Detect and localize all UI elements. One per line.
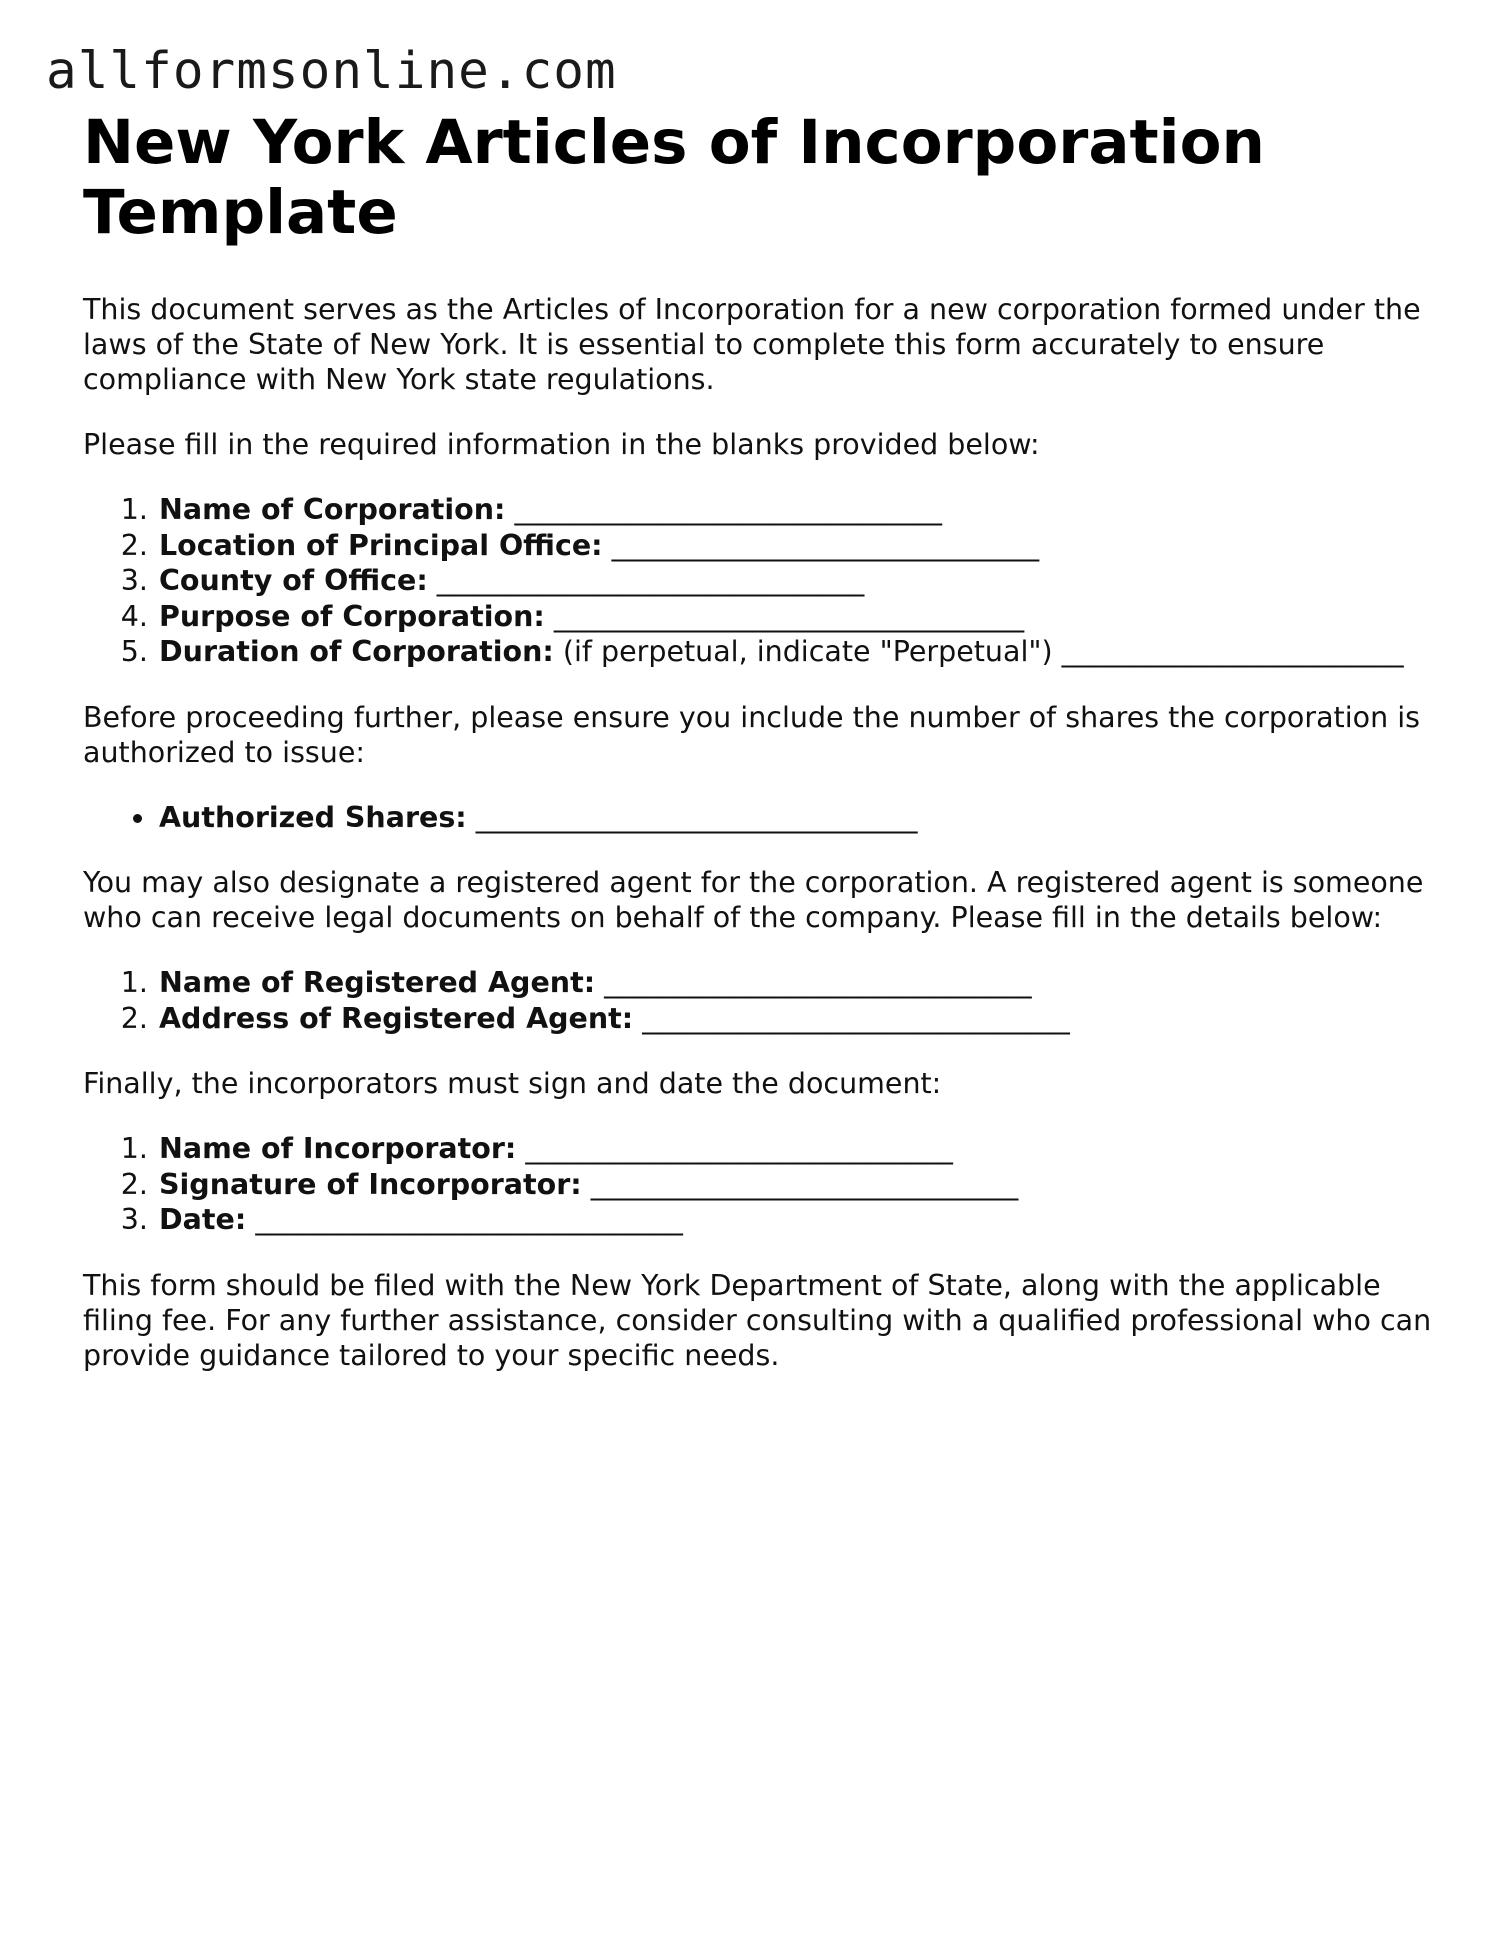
site-watermark: allformsonline.com [46, 42, 617, 101]
fill-blank[interactable]: ______________________________ [514, 493, 942, 526]
agent-fields-list [83, 965, 1443, 1036]
field-agent-address [157, 1001, 1443, 1037]
fill-blank[interactable]: ______________________________ [590, 1167, 1019, 1201]
shares-instruction: Before proceeding further, please ensure you include the number of shares the corporation is authorized to issue: [83, 700, 1420, 769]
closing-paragraph: This form should be filed with the New York Department of State, along with the applicable filing fee. For any further assistance, consider consulting with a qualified professional who can provide guidance tailored to your specific needs. [83, 1268, 1432, 1372]
field-date [157, 1202, 1443, 1238]
fill-blank[interactable]: _______________________________ [475, 800, 918, 834]
field-principal-office [157, 528, 1443, 564]
fill-blank[interactable]: ______________________________ [525, 1132, 953, 1165]
field-note: (if perpetual, indicate "Perpetual") [562, 635, 1053, 668]
field-label: Name of Registered Agent: [159, 966, 596, 999]
field-label: Purpose of Corporation: [159, 599, 545, 633]
document-page [83, 108, 1443, 1373]
sign-instruction: Finally, the incorporators must sign and date the document: [83, 1067, 942, 1100]
field-label: Date: [159, 1203, 247, 1236]
field-incorporator-name [157, 1131, 1443, 1167]
fill-blank[interactable]: ______________________________ [255, 1203, 683, 1236]
field-incorporator-signature [157, 1167, 1443, 1203]
fill-blank[interactable]: _________________________________ [553, 599, 1025, 633]
field-label: Signature of Incorporator: [159, 1167, 582, 1201]
fill-blank[interactable]: ______________________________ [604, 966, 1032, 999]
field-label: Authorized Shares: [159, 800, 467, 834]
fill-instruction: Please fill in the required information in the blanks provided below: [83, 428, 1040, 461]
document-title: New York Articles of Incorporation Template [83, 107, 1265, 248]
fill-blank[interactable]: ______________________________ [436, 564, 865, 597]
field-agent-name [157, 965, 1443, 1001]
intro-paragraph: This document serves as the Articles of Incorporation for a new corporation formed under the laws of the State of New York. It is essential to complete this form accurately to ensure compliance with New York state regulations. [83, 293, 1421, 396]
field-label: Address of Registered Agent: [159, 1001, 634, 1035]
field-label: Name of Corporation: [159, 493, 506, 526]
sign-fields-list [83, 1131, 1443, 1238]
corporation-fields-list [83, 492, 1443, 670]
field-label: Duration of Corporation: [159, 635, 554, 668]
field-label: Location of Principal Office: [159, 528, 603, 562]
field-label: County of Office: [159, 564, 428, 597]
agent-instruction: You may also designate a registered agent for the corporation. A registered agent is someone who can receive legal documents on behalf of the company. Please fill in the details below: [83, 866, 1424, 934]
field-corporation-duration [157, 634, 1443, 670]
field-corporation-purpose [157, 599, 1443, 635]
fill-blank[interactable]: ______________________________ [611, 528, 1040, 562]
field-authorized-shares [157, 800, 1443, 836]
field-corporation-name [157, 492, 1443, 528]
field-label: Name of Incorporator: [159, 1132, 517, 1165]
fill-blank[interactable]: ______________________________ [642, 1001, 1070, 1035]
field-county-of-office [157, 563, 1443, 599]
fill-blank[interactable]: ________________________ [1061, 635, 1404, 668]
shares-fields-list [83, 800, 1443, 836]
